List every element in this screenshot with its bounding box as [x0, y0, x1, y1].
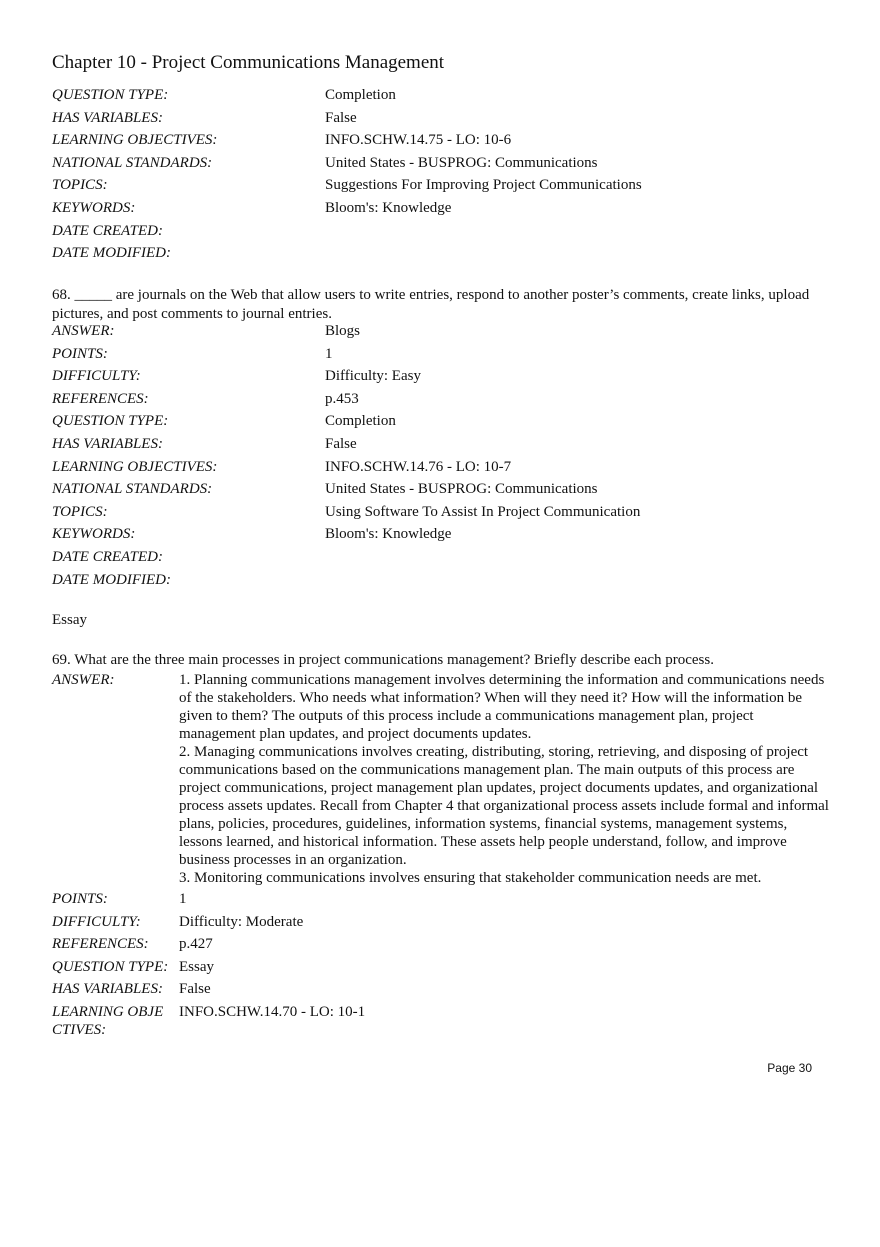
meta-row [52, 935, 832, 958]
meta-label: DATE MODIFIED: [52, 245, 171, 262]
meta-row [52, 572, 832, 595]
meta-label: HAS VARIABLES: [52, 109, 163, 126]
meta-row [52, 87, 832, 110]
q69-metadata [52, 890, 832, 1039]
answer-paragraph: 1. Planning communications management involves determining the information and communications needs of the stakeholders. Who needs what information? When will they need it? How will the information be given to them? The outputs of this process include a communications management plan, project management plan updates, and project documents updates. [179, 672, 825, 742]
meta-value: Difficulty: Moderate [179, 913, 304, 930]
meta-value: INFO.SCHW.14.76 - LO: 10-7 [325, 458, 512, 475]
meta-label: REFERENCES: [52, 390, 149, 407]
meta-row [52, 413, 832, 436]
meta-value: Completion [325, 87, 396, 103]
meta-value: INFO.SCHW.14.70 - LO: 10-1 [179, 1003, 366, 1020]
q68-metadata [52, 323, 832, 594]
meta-label: KEYWORDS: [52, 526, 136, 543]
meta-row [52, 958, 832, 981]
meta-row [52, 323, 832, 346]
question-69-text: 69. What are the three main processes in project communications management? Briefly describe each process. [52, 652, 714, 668]
meta-row [52, 245, 832, 268]
answer-paragraphs [179, 669, 832, 887]
meta-row [52, 368, 832, 391]
meta-label: TOPICS: [52, 503, 108, 520]
meta-label: POINTS: [52, 891, 108, 907]
meta-row [52, 526, 832, 549]
meta-label: HAS VARIABLES: [52, 435, 163, 452]
meta-value: 1 [179, 891, 187, 907]
meta-label: POINTS: [52, 345, 108, 362]
meta-label: DATE CREATED: [52, 222, 163, 239]
meta-value: Blogs [325, 323, 361, 339]
meta-value: 1 [325, 345, 333, 362]
meta-value: p.427 [179, 936, 213, 953]
meta-label: QUESTION TYPE: [52, 87, 169, 103]
meta-value: Bloom's: Knowledge [325, 526, 452, 543]
meta-label: REFERENCES: [52, 936, 149, 953]
meta-value: False [325, 109, 357, 126]
meta-row [52, 436, 832, 459]
meta-row [52, 459, 832, 482]
meta-label: NATIONAL STANDARDS: [52, 154, 213, 171]
page-title: Chapter 10 - Project Communications Management [52, 52, 445, 73]
question-68-text: 68. _____ are journals on the Web that allow users to write entries, respond to another poster’s comments, create links, upload pictures, and post comments to journal entries. [52, 287, 810, 322]
meta-row [52, 155, 832, 178]
meta-row [52, 913, 832, 936]
meta-row [52, 223, 832, 246]
meta-row [52, 346, 832, 369]
q67-metadata [52, 87, 832, 268]
meta-value: INFO.SCHW.14.75 - LO: 10-6 [325, 132, 512, 149]
meta-label: LEARNING OBJE CTIVES: [52, 1003, 164, 1038]
q69-answer [52, 669, 832, 887]
meta-value: United States - BUSPROG: Communications [325, 154, 598, 171]
meta-row [52, 980, 832, 1003]
meta-label: LEARNING OBJECTIVES: [52, 458, 218, 475]
answer-paragraph: 3. Monitoring communications involves ensuring that stakeholder communication needs are met. [179, 870, 762, 886]
meta-value: Bloom's: Knowledge [325, 199, 452, 216]
meta-row [52, 549, 832, 572]
meta-row [52, 110, 832, 133]
meta-label: LEARNING OBJECTIVES: [52, 132, 218, 149]
meta-value: False [179, 981, 211, 998]
meta-value: Difficulty: Easy [325, 368, 421, 385]
meta-row [52, 481, 832, 504]
meta-row [52, 200, 832, 223]
meta-value: False [325, 435, 357, 452]
meta-value: Completion [325, 413, 396, 430]
meta-label: TOPICS: [52, 177, 108, 194]
meta-label: HAS VARIABLES: [52, 981, 163, 998]
answer-label: ANSWER: [52, 672, 115, 688]
answer-paragraph: 2. Managing communications involves creating, distributing, storing, retrieving, and disposing of project communications based on the communications management plan. The main outputs of this process are project communications, project management plan updates, project documents updates, and organizational process assets updates. Recall from Chapter 4 that organizational process assets include formal and informal plans, policies, procedures, guidelines, information systems, financial systems, management systems, lessons learned, and historical information. These assets help people understand, follow, and improve business processes in an organization. [179, 744, 829, 868]
meta-label: KEYWORDS: [52, 199, 136, 216]
meta-label: DATE MODIFIED: [52, 571, 171, 588]
meta-label: NATIONAL STANDARDS: [52, 481, 213, 498]
meta-label: QUESTION TYPE: [52, 958, 169, 975]
meta-label: DIFFICULTY: [52, 368, 141, 385]
meta-row [52, 391, 832, 414]
meta-value: p.453 [325, 390, 359, 407]
meta-value: Essay [179, 958, 214, 975]
meta-row [52, 177, 832, 200]
meta-label: ANSWER: [52, 323, 115, 339]
section-heading: Essay [52, 612, 87, 628]
meta-row [52, 890, 832, 913]
meta-label: DATE CREATED: [52, 548, 163, 565]
meta-value: United States - BUSPROG: Communications [325, 481, 598, 498]
meta-value: Suggestions For Improving Project Communications [325, 177, 642, 194]
meta-row [52, 504, 832, 527]
page-number: Page 30 [767, 1061, 812, 1075]
meta-label: QUESTION TYPE: [52, 413, 169, 430]
meta-row [52, 132, 832, 155]
meta-value: Using Software To Assist In Project Communication [325, 503, 641, 520]
meta-row [52, 1003, 832, 1039]
meta-label: DIFFICULTY: [52, 913, 141, 930]
